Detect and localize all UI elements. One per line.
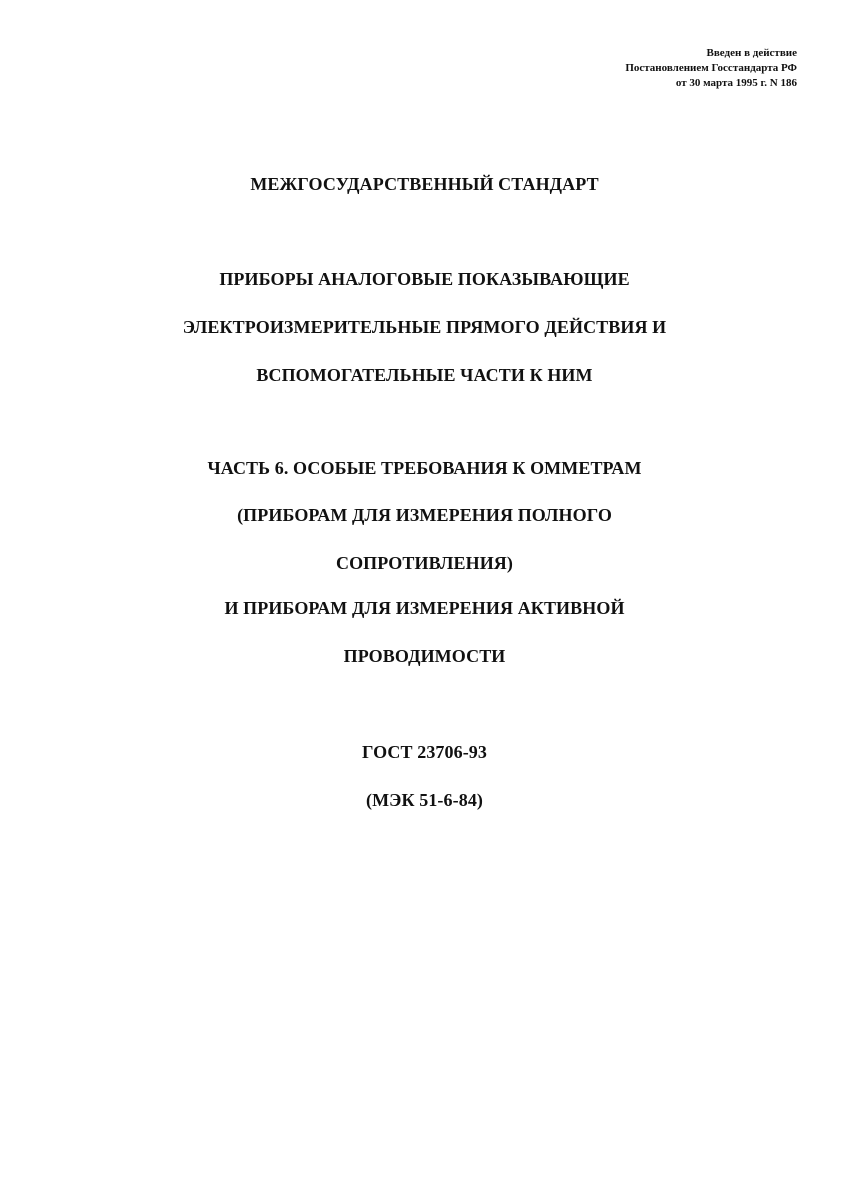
- enactment-note: [625, 46, 797, 91]
- part-title-line-3: СОПРОТИВЛЕНИЯ): [335, 553, 514, 573]
- enactment-line-2: Постановлением Госстандарта РФ: [625, 62, 797, 74]
- part-title-line-2: (ПРИБОРАМ ДЛЯ ИЗМЕРЕНИЯ ПОЛНОГО: [237, 505, 612, 525]
- title-line-3: ВСПОМОГАТЕЛЬНЫЕ ЧАСТИ К НИМ: [256, 365, 593, 385]
- enactment-line-1: Введен в действие: [706, 47, 797, 59]
- enactment-line-3: от 30 марта 1995 г. N 186: [675, 77, 797, 89]
- iec-number: (МЭК 51-6-84): [365, 790, 484, 810]
- part-title-line-1: ЧАСТЬ 6. ОСОБЫЕ ТРЕБОВАНИЯ К ОММЕТРАМ: [207, 458, 642, 478]
- title-line-1: ПРИБОРЫ АНАЛОГОВЫЕ ПОКАЗЫВАЮЩИЕ: [219, 269, 630, 289]
- standard-category: МЕЖГОСУДАРСТВЕННЫЙ СТАНДАРТ: [250, 174, 599, 194]
- gost-number: ГОСТ 23706-93: [361, 742, 488, 762]
- title-line-2: ЭЛЕКТРОИЗМЕРИТЕЛЬНЫЕ ПРЯМОГО ДЕЙСТВИЯ И: [182, 317, 667, 337]
- part-title-line-5: ПРОВОДИМОСТИ: [343, 646, 506, 666]
- part-title-line-4: И ПРИБОРАМ ДЛЯ ИЗМЕРЕНИЯ АКТИВНОЙ: [224, 598, 625, 618]
